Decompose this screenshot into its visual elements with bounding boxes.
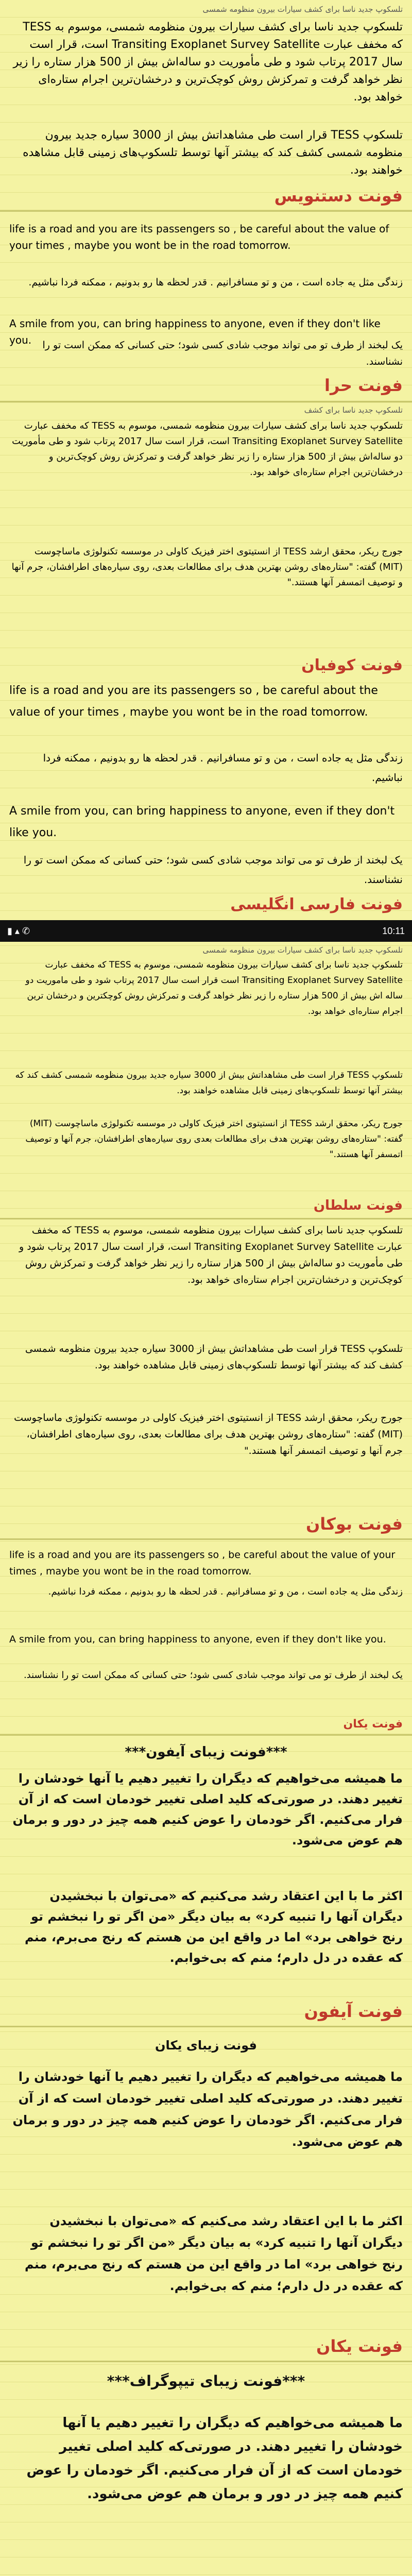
- small-caption: تلسکوپ جدید ناسا برای کشف: [304, 405, 403, 415]
- status-icons: ▮ ▴ ✆: [7, 926, 30, 936]
- english-life-quote: life is a road and you are its passengers so , be careful about the value of your times , maybe you wont be in the road tomorrow.: [9, 684, 378, 719]
- hora-paragraph-1: تلسکوپ جدید ناسا برای کشف سیارات بیرون منظومه شمسی، موسوم به TESS که مخفف عبارت Transiting Exoplanet Survey Satellite است، قرار است سال 2017 پرتاب شود و طی مأموریت دو ساله‌اش بیش از 500 هزار ستاره را زیر نظر خواهد گرفت و تمرکزش روش کوچک‌ترین و درخشان‌ترین اجرام ستاره‌ای خواهد بود.: [12, 420, 403, 478]
- heading-dastnevis: فونت دستنویس: [274, 186, 403, 206]
- typography-title: ***فونت زیبای تیپوگراف***: [107, 2372, 305, 2389]
- bokan-paragraph-1: تلسکوپ جدید ناسا برای کشف سیارات بیرون منظومه شمسی، موسوم به TESS که مخفف عبارت Transiting Exoplanet Survey Satellite است، قرار است سال 2017 پرتاب شود و طی مأموریت دو ساله‌اش بیش از 500 هزار ستاره را زیر نظر خواهد گرفت و تمرکزش روش کوچک‌ترین و درخشان‌ترین اجرام ستاره‌ای خواهد بود.: [19, 1225, 403, 1285]
- yekan-paragraph-1: ما همیشه می‌خواهیم که دیگران را تغییر دهیم یا آنها خودشان را تغییر دهند. در صورتی‌که کلید اصلی تغییر خودمان است که از آن فرار می‌کنیم. اگر خودمان را عوض کنیم همه چیز در دور و برمان هم عوض می‌شود.: [12, 2070, 403, 2149]
- hora-paragraph-2: جورج ریکر، محقق ارشد TESS از انستیتوی اختر فیزیک کاولی در موسسه تکنولوژی ماساچوست (MIT) گفته: "ستاره‌های روشن بهترین هدف برای مطالعات بعدی، روی سیاره‌های اطرافشان، جرم آنها و توصیف اتمسفر آنها هستند.": [11, 546, 403, 588]
- heading-iphone: فونت آیفون: [304, 2002, 403, 2021]
- persian-smile-quote: یک لبخند از طرف تو می تواند موجب شادی کسی شود؛ حتی کسانی که ممکن است تو را نشناسند.: [23, 854, 403, 886]
- heading-soltan: فونت سلطان: [313, 1198, 403, 1213]
- english-smile-quote: A smile from you, can bring happiness to anyone, even if they don't like you.: [9, 805, 395, 839]
- persian-smile-quote: یک لبخند از طرف تو می تواند موجب شادی کسی شود؛ حتی کسانی که ممکن است تو را نشناسند.: [42, 340, 403, 367]
- iphone-paragraph-1: ما همیشه می‌خواهیم که دیگران را تغییر دهیم یا آنها خودشان را تغییر دهند. در صورتی‌که کلید اصلی تغییر خودمان است که از آن فرار می‌کنیم. اگر خودمان را عوض کنیم همه چیز در دور و برمان هم عوض می‌شود.: [12, 1771, 403, 1848]
- iphone-paragraph-2: اکثر ما با این اعتقاد رشد می‌کنیم که «می‌توان با نبخشیدن دیگران آنها را تنبیه کرد» به بیان دیگر «من اگر تو را نبخشم تو رنج خواهی برد» اما در واقع این من هستم که رنج می‌برم، منم که عقده در دل دارم؛ منم که بی‌خوابم.: [24, 1889, 403, 1965]
- persian-life-quote: زندگی مثل یه جاده است ، من و تو مسافرانیم . قدر لحظه ها رو بدونیم ، ممکنه فردا نباشیم.: [48, 1586, 403, 1597]
- divider: [0, 2026, 412, 2027]
- divider: [0, 1218, 412, 1219]
- status-bar: [0, 920, 412, 942]
- typography-paragraph-1: ما همیشه می‌خواهیم که دیگران را تغییر دهیم یا آنها خودشان را تغییر دهند. در صورتی‌که کلید اصلی تغییر خودمان است که از آن فرار می‌کنیم. اگر خودمان را عوض کنیم همه چیز در دور و برمان هم عوض می‌شود.: [26, 2415, 403, 2502]
- divider: [0, 2361, 412, 2362]
- top-label: تلسکوپ جدید ناسا برای کشف سیارات بیرون منظومه شمسی: [202, 5, 403, 14]
- soltan-paragraph-2: تلسکوپ TESS قرار است طی مشاهداتش بیش از 3000 سیاره جدید بیرون منظومه شمسی کشف کند که بیشتر آنها توسط تلسکوپ‌های زمینی قابل مشاهده خواهند بود.: [15, 1070, 403, 1096]
- bokan-paragraph-3: جورج ریکر، محقق ارشد TESS از انستیتوی اختر فیزیک کاولی در موسسه تکنولوژی ماساچوست (MIT) گفته: "ستاره‌های روشن بهترین هدف برای مطالعات بعدی، روی سیاره‌های اطرافشان، جرم آنها و توصیف اتمسفر آنها هستند.": [14, 1412, 403, 1456]
- small-caption: تلسکوپ جدید ناسا برای کشف سیارات بیرون منظومه شمسی: [202, 945, 403, 955]
- persian-life-quote: زندگی مثل یه جاده است ، من و تو مسافرانیم . قدر لحظه ها رو بدونیم ، ممکنه فردا نباشیم.: [43, 752, 403, 784]
- soltan-paragraph-3: جورج ریکر، محقق ارشد TESS از انستیتوی اختر فیزیک کاولی در موسسه تکنولوژی ماساچوست (MIT) گفته: "ستاره‌های روشن بهترین هدف برای مطالعات بعدی روی سیاره‌های اطرافشان، جرم آنها و توصیف اتمسفر آنها هستند.": [25, 1118, 403, 1160]
- heading-kofian: فونت کوفیان: [301, 656, 403, 674]
- english-life-quote: life is a road and you are its passengers so , be careful about the value of your times , maybe you wont be in the road tomorrow.: [9, 1549, 396, 1577]
- heading-yekan: فونت یکان: [343, 1718, 403, 1731]
- english-life-quote: life is a road and you are its passengers so , be careful about the value of your times , maybe you wont be in the road tomorrow.: [9, 223, 389, 251]
- heading-bokan: فونت بوکان: [305, 1514, 403, 1534]
- divider: [0, 1734, 412, 1736]
- persian-life-quote: زندگی مثل یه جاده است ، من و تو مسافرانیم . قدر لحظه ها رو بدونیم ، ممکنه فردا نباشیم.: [28, 277, 403, 288]
- heading-yekan-font: فونت یکان: [316, 2336, 403, 2356]
- heading-farsi-english: فونت فارسی انگلیسی: [230, 895, 403, 913]
- iphone-title: ***فونت زیبای آیفون***: [125, 1744, 287, 1760]
- heading-hora: فونت حرا: [324, 376, 403, 395]
- divider: [0, 1538, 412, 1540]
- yekan-paragraph-2: اکثر ما با این اعتقاد رشد می‌کنیم که «می‌توان با نبخشیدن دیگران آنها را تنبیه کرد» به بیان دیگر «من اگر تو را نبخشم تو رنج خواهی برد» اما در واقع این من هستم که رنج می‌برم، منم که عقده در دل دارم؛ منم که بی‌خوابم.: [24, 2214, 403, 2293]
- intro-paragraph-2: تلسکوپ TESS قرار است طی مشاهداتش بیش از 3000 سیاره جدید بیرون منظومه شمسی کشف کند که بیشتر آنها توسط تلسکوپ‌های زمینی قابل مشاهده خواهند بود.: [23, 129, 403, 177]
- soltan-paragraph-1: تلسکوپ جدید ناسا برای کشف سیارات بیرون منظومه شمسی، موسوم به TESS که مخفف عبارت Transiting Exoplanet Survey Satellite است قرار است سال 2017 پرتاب شود و طی ماموریت دو ساله اش بیش از 500 هزار ستاره را زیر نظر خواهد گرفت و تمرکزش روش کوچکترین و درخشان ترین اجرام ستاره‌ای خواهد بود.: [25, 960, 403, 1016]
- persian-smile-quote: یک لبخند از طرف تو می تواند موجب شادی کسی شود؛ حتی کسانی که ممکن است تو را نشناسند.: [23, 1670, 403, 1681]
- divider: [0, 210, 412, 212]
- english-smile-quote: A smile from you, can bring happiness to anyone, even if they don't like you.: [9, 317, 381, 346]
- intro-paragraph: تلسکوپ جدید ناسا برای کشف سیارات بیرون منظومه شمسی، موسوم به TESS که مخفف عبارت Transiting Exoplanet Survey Satellite است، قرار است سال 2017 پرتاب شود و طی مأموریت دو ساله‌اش بیش از 500 هزار ستاره را زیر نظر خواهد گرفت و تمرکزش روش کوچک‌ترین و درخشان‌ترین اجرام ستاره‌ای خواهد بود.: [13, 21, 403, 104]
- english-smile-quote: A smile from you, can bring happiness to anyone, even if they don't like you.: [9, 1634, 386, 1645]
- bokan-paragraph-2: تلسکوپ TESS قرار است طی مشاهداتش بیش از 3000 سیاره جدید بیرون منظومه شمسی کشف کند که بیشتر آنها توسط تلسکوپ‌های زمینی قابل مشاهده خواهند بود.: [25, 1343, 403, 1371]
- divider: [0, 401, 412, 402]
- yekan-title: فونت زیبای یکان: [155, 2038, 257, 2053]
- status-time: 10:11: [382, 926, 405, 936]
